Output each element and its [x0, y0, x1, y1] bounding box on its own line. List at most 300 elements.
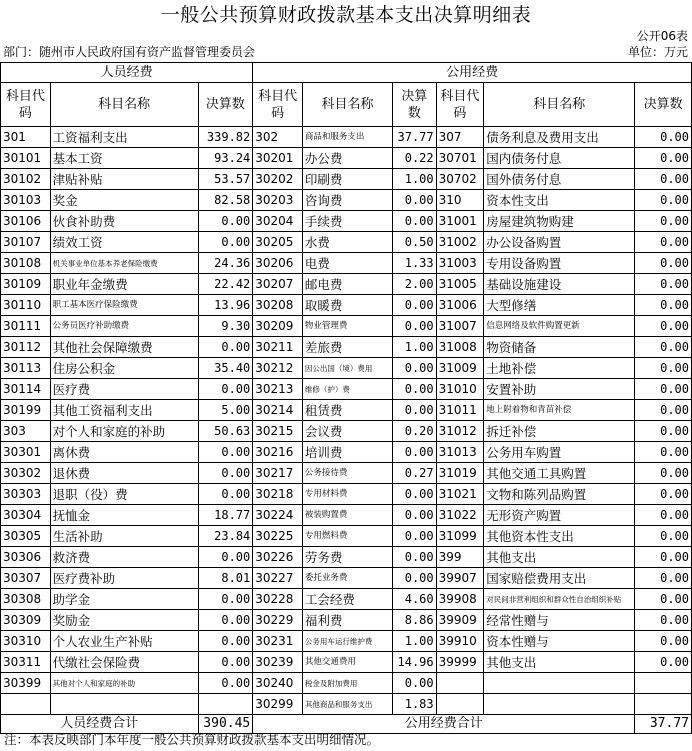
capital-name-cell: 债务利息及费用支出 [484, 127, 635, 148]
personnel-total-label: 人员经费合计 [1, 715, 199, 734]
public-code-cell: 30207 [253, 274, 303, 295]
capital-amount-cell: 0.00 [635, 568, 692, 589]
header-code: 科目代码 [253, 83, 303, 127]
capital-name-cell: 专用设备购置 [484, 253, 635, 274]
public-amount-cell: 0.22 [393, 148, 437, 169]
capital-code-cell: 31012 [436, 421, 484, 442]
public-amount-cell: 0.00 [393, 484, 437, 505]
personnel-amount-cell: 8.01 [198, 568, 253, 589]
public-amount-cell: 0.00 [393, 358, 437, 379]
personnel-name-cell: 基本工资 [50, 148, 198, 169]
public-name-cell: 商品和服务支出 [302, 127, 392, 148]
personnel-code-cell: 30309 [1, 610, 51, 631]
public-code-cell: 30212 [253, 358, 303, 379]
capital-name-cell: 地上附着物和青苗补偿 [484, 400, 635, 421]
personnel-name-cell: 住房公积金 [50, 358, 198, 379]
public-name-cell: 专用燃料费 [302, 526, 392, 547]
personnel-amount-cell: 35.40 [198, 358, 253, 379]
public-amount-cell: 0.00 [393, 190, 437, 211]
capital-name-cell: 信息网络及软件购置更新 [484, 316, 635, 337]
public-amount-cell: 1.00 [393, 337, 437, 358]
public-code-cell: 30224 [253, 505, 303, 526]
table-row [1, 547, 692, 568]
personnel-amount-cell: 53.57 [198, 169, 253, 190]
capital-name-cell: 其他支出 [484, 547, 635, 568]
public-code-cell: 30225 [253, 526, 303, 547]
public-code-cell: 30299 [253, 694, 303, 715]
public-amount-cell: 1.00 [393, 631, 437, 652]
personnel-amount-cell: 0.00 [198, 631, 253, 652]
public-name-cell: 培训费 [302, 442, 392, 463]
table-row [1, 127, 692, 148]
table-row [1, 694, 692, 715]
capital-amount-cell: 0.00 [635, 127, 692, 148]
table-row [1, 400, 692, 421]
capital-name-cell: 土地补偿 [484, 358, 635, 379]
personnel-name-cell: 助学金 [50, 589, 198, 610]
public-amount-cell: 0.20 [393, 421, 437, 442]
personnel-amount-cell: 5.00 [198, 400, 253, 421]
public-code-cell: 30239 [253, 652, 303, 673]
capital-amount-cell: 0.00 [635, 631, 692, 652]
personnel-amount-cell: 82.58 [198, 190, 253, 211]
personnel-amount-cell: 0.00 [198, 442, 253, 463]
capital-amount-cell: 0.00 [635, 442, 692, 463]
header-amount: 决算数 [635, 83, 692, 127]
capital-name-cell: 其他交通工具购置 [484, 463, 635, 484]
capital-amount-cell: 0.00 [635, 652, 692, 673]
unit-label: 单位：万元 [627, 45, 688, 59]
personnel-amount-cell [198, 694, 253, 715]
personnel-code-cell: 30311 [1, 652, 51, 673]
public-name-cell: 取暖费 [302, 295, 392, 316]
capital-amount-cell: 0.00 [635, 295, 692, 316]
table-row [1, 169, 692, 190]
footnote: 注：本表反映部门本年度一般公共预算财政拨款基本支出明细情况。 [4, 732, 380, 747]
capital-code-cell: 31008 [436, 337, 484, 358]
public-code-cell: 30209 [253, 316, 303, 337]
public-code-cell: 30204 [253, 211, 303, 232]
capital-amount-cell: 0.00 [635, 316, 692, 337]
personnel-name-cell: 机关事业单位基本养老保险缴费 [50, 253, 198, 274]
public-name-cell: 差旅费 [302, 337, 392, 358]
personnel-name-cell: 个人农业生产补贴 [50, 631, 198, 652]
personnel-code-cell: 30113 [1, 358, 51, 379]
personnel-amount-cell: 13.96 [198, 295, 253, 316]
public-name-cell: 物业管理费 [302, 316, 392, 337]
public-name-cell: 邮电费 [302, 274, 392, 295]
capital-amount-cell: 0.00 [635, 211, 692, 232]
personnel-code-cell [1, 694, 51, 715]
capital-code-cell: 31022 [436, 505, 484, 526]
capital-code-cell [436, 673, 484, 694]
personnel-code-cell: 30106 [1, 211, 51, 232]
column-header-row [1, 83, 692, 127]
personnel-code-cell: 30102 [1, 169, 51, 190]
table-row [1, 253, 692, 274]
table-row [1, 610, 692, 631]
public-name-cell: 工会经费 [302, 589, 392, 610]
personnel-name-cell: 公务员医疗补助缴费 [50, 316, 198, 337]
capital-amount-cell: 0.00 [635, 337, 692, 358]
public-name-cell: 公务用车运行维护费 [302, 631, 392, 652]
capital-code-cell: 31099 [436, 526, 484, 547]
capital-code-cell: 31002 [436, 232, 484, 253]
public-name-cell: 水费 [302, 232, 392, 253]
personnel-amount-cell: 0.00 [198, 547, 253, 568]
public-name-cell: 专用材料费 [302, 484, 392, 505]
personnel-code-cell: 30108 [1, 253, 51, 274]
personnel-amount-cell: 24.36 [198, 253, 253, 274]
capital-code-cell: 31006 [436, 295, 484, 316]
table-row [1, 379, 692, 400]
capital-name-cell: 对民间非营利组织和群众性自治组织补贴 [484, 589, 635, 610]
header-name: 科目名称 [302, 83, 392, 127]
personnel-amount-cell: 22.42 [198, 274, 253, 295]
public-code-cell: 30203 [253, 190, 303, 211]
table-row [1, 526, 692, 547]
capital-amount-cell: 0.00 [635, 589, 692, 610]
table-row [1, 274, 692, 295]
expenditure-table [0, 62, 692, 734]
personnel-name-cell: 抚恤金 [50, 505, 198, 526]
capital-code-cell: 310 [436, 190, 484, 211]
personnel-total-amount: 390.45 [198, 715, 253, 734]
capital-amount-cell: 0.00 [635, 169, 692, 190]
public-name-cell: 办公费 [302, 148, 392, 169]
personnel-code-cell: 30114 [1, 379, 51, 400]
capital-name-cell: 物资储备 [484, 337, 635, 358]
capital-code-cell: 39999 [436, 652, 484, 673]
public-amount-cell: 0.00 [393, 442, 437, 463]
capital-amount-cell: 0.00 [635, 232, 692, 253]
capital-code-cell: 30701 [436, 148, 484, 169]
personnel-code-cell: 30302 [1, 463, 51, 484]
personnel-code-cell: 30306 [1, 547, 51, 568]
public-amount-cell: 0.00 [393, 295, 437, 316]
personnel-name-cell: 对个人和家庭的补助 [50, 421, 198, 442]
capital-code-cell: 31009 [436, 358, 484, 379]
public-code-cell: 30229 [253, 610, 303, 631]
personnel-code-cell: 30110 [1, 295, 51, 316]
capital-name-cell: 安置补助 [484, 379, 635, 400]
personnel-name-cell: 离休费 [50, 442, 198, 463]
public-name-cell: 咨询费 [302, 190, 392, 211]
capital-name-cell [484, 694, 635, 715]
personnel-amount-cell: 0.00 [198, 463, 253, 484]
public-name-cell: 维修（护）费 [302, 379, 392, 400]
table-row [1, 652, 692, 673]
public-total-label: 公用经费合计 [253, 715, 635, 734]
personnel-amount-cell: 50.63 [198, 421, 253, 442]
header-amount: 决算数 [198, 83, 253, 127]
capital-code-cell: 30702 [436, 169, 484, 190]
personnel-amount-cell: 0.00 [198, 379, 253, 400]
personnel-amount-cell: 23.84 [198, 526, 253, 547]
personnel-amount-cell: 339.82 [198, 127, 253, 148]
capital-name-cell: 资本性赠与 [484, 631, 635, 652]
personnel-amount-cell: 0.00 [198, 337, 253, 358]
personnel-amount-cell: 0.00 [198, 484, 253, 505]
public-name-cell: 税金及附加费用 [302, 673, 392, 694]
report-title: 一般公共预算财政拨款基本支出决算明细表 [160, 4, 532, 26]
public-name-cell: 电费 [302, 253, 392, 274]
table-row [1, 316, 692, 337]
personnel-name-cell: 医疗费补助 [50, 568, 198, 589]
public-code-cell: 30214 [253, 400, 303, 421]
public-name-cell: 手续费 [302, 211, 392, 232]
public-amount-cell: 1.83 [393, 694, 437, 715]
capital-name-cell: 拆迁补偿 [484, 421, 635, 442]
capital-code-cell: 31011 [436, 400, 484, 421]
personnel-code-cell: 30112 [1, 337, 51, 358]
personnel-code-cell: 30199 [1, 400, 51, 421]
capital-code-cell: 31003 [436, 253, 484, 274]
capital-amount-cell: 0.00 [635, 148, 692, 169]
personnel-code-cell: 30109 [1, 274, 51, 295]
personnel-code-cell: 30111 [1, 316, 51, 337]
capital-amount-cell: 0.00 [635, 547, 692, 568]
capital-amount-cell: 0.00 [635, 274, 692, 295]
capital-name-cell: 无形资产购置 [484, 505, 635, 526]
personnel-code-cell: 30304 [1, 505, 51, 526]
table-row [1, 358, 692, 379]
public-name-cell: 因公出国（境）费用 [302, 358, 392, 379]
capital-name-cell: 其他支出 [484, 652, 635, 673]
capital-code-cell: 307 [436, 127, 484, 148]
public-code-cell: 30217 [253, 463, 303, 484]
capital-code-cell: 31005 [436, 274, 484, 295]
public-name-cell: 会议费 [302, 421, 392, 442]
public-total-amount: 37.77 [635, 715, 692, 734]
capital-code-cell: 39910 [436, 631, 484, 652]
table-row [1, 505, 692, 526]
public-code-cell: 30218 [253, 484, 303, 505]
public-name-cell: 福利费 [302, 610, 392, 631]
personnel-code-cell: 30301 [1, 442, 51, 463]
public-code-cell: 30213 [253, 379, 303, 400]
public-name-cell: 租赁费 [302, 400, 392, 421]
capital-code-cell: 39909 [436, 610, 484, 631]
form-number: 公开06表 [636, 29, 688, 43]
capital-code-cell: 31019 [436, 463, 484, 484]
public-code-cell: 302 [253, 127, 303, 148]
capital-code-cell [436, 694, 484, 715]
public-name-cell: 印刷费 [302, 169, 392, 190]
personnel-name-cell: 伙食补助费 [50, 211, 198, 232]
personnel-amount-cell: 0.00 [198, 232, 253, 253]
header-code: 科目代码 [436, 83, 484, 127]
public-code-cell: 30208 [253, 295, 303, 316]
public-amount-cell: 0.00 [393, 505, 437, 526]
personnel-code-cell: 30303 [1, 484, 51, 505]
capital-amount-cell: 0.00 [635, 379, 692, 400]
capital-name-cell: 国内债务付息 [484, 148, 635, 169]
section-public: 公用经费 [253, 63, 692, 83]
personnel-amount-cell: 0.00 [198, 610, 253, 631]
public-code-cell: 30226 [253, 547, 303, 568]
public-code-cell: 30206 [253, 253, 303, 274]
public-code-cell: 30227 [253, 568, 303, 589]
personnel-name-cell: 救济费 [50, 547, 198, 568]
table-row [1, 337, 692, 358]
personnel-name-cell: 其他工资福利支出 [50, 400, 198, 421]
capital-code-cell: 31007 [436, 316, 484, 337]
table-row [1, 232, 692, 253]
capital-name-cell: 基础设施建设 [484, 274, 635, 295]
personnel-amount-cell: 0.00 [198, 673, 253, 694]
personnel-code-cell: 30101 [1, 148, 51, 169]
personnel-name-cell: 其他对个人和家庭的补助 [50, 673, 198, 694]
section-header-row [1, 63, 692, 83]
public-amount-cell: 4.60 [393, 589, 437, 610]
personnel-code-cell: 30103 [1, 190, 51, 211]
personnel-name-cell: 职工基本医疗保险缴费 [50, 295, 198, 316]
table-row [1, 295, 692, 316]
table-row [1, 484, 692, 505]
header-amount: 决算数 [393, 83, 437, 127]
capital-amount-cell: 0.00 [635, 358, 692, 379]
public-amount-cell: 0.00 [393, 400, 437, 421]
public-code-cell: 30240 [253, 673, 303, 694]
public-amount-cell: 0.00 [393, 379, 437, 400]
capital-amount-cell: 0.00 [635, 505, 692, 526]
public-code-cell: 30205 [253, 232, 303, 253]
department-label: 部门：随州市人民政府国有资产监督管理委员会 [3, 45, 256, 59]
table-row [1, 442, 692, 463]
capital-name-cell: 国外债务付息 [484, 169, 635, 190]
capital-amount-cell: 0.00 [635, 421, 692, 442]
personnel-name-cell: 绩效工资 [50, 232, 198, 253]
capital-code-cell: 39907 [436, 568, 484, 589]
personnel-name-cell: 津贴补贴 [50, 169, 198, 190]
personnel-name-cell: 奖金 [50, 190, 198, 211]
public-amount-cell: 0.50 [393, 232, 437, 253]
public-name-cell: 其他商品和服务支出 [302, 694, 392, 715]
personnel-amount-cell: 0.00 [198, 589, 253, 610]
public-amount-cell: 0.00 [393, 673, 437, 694]
public-amount-cell: 0.00 [393, 211, 437, 232]
capital-amount-cell [635, 673, 692, 694]
public-amount-cell: 8.86 [393, 610, 437, 631]
personnel-code-cell: 30307 [1, 568, 51, 589]
personnel-amount-cell: 18.77 [198, 505, 253, 526]
public-amount-cell: 1.33 [393, 253, 437, 274]
header-name: 科目名称 [50, 83, 198, 127]
capital-amount-cell: 0.00 [635, 526, 692, 547]
header-name: 科目名称 [484, 83, 635, 127]
personnel-name-cell: 职业年金缴费 [50, 274, 198, 295]
personnel-name-cell: 医疗费 [50, 379, 198, 400]
table-row [1, 568, 692, 589]
capital-amount-cell: 0.00 [635, 484, 692, 505]
personnel-code-cell: 301 [1, 127, 51, 148]
capital-code-cell: 39908 [436, 589, 484, 610]
capital-amount-cell: 0.00 [635, 253, 692, 274]
capital-amount-cell [635, 694, 692, 715]
personnel-name-cell: 生活补助 [50, 526, 198, 547]
public-code-cell: 30202 [253, 169, 303, 190]
capital-name-cell: 资本性支出 [484, 190, 635, 211]
capital-name-cell: 其他资本性支出 [484, 526, 635, 547]
personnel-amount-cell: 0.00 [198, 211, 253, 232]
capital-code-cell: 399 [436, 547, 484, 568]
header-code: 科目代码 [1, 83, 51, 127]
personnel-code-cell: 30107 [1, 232, 51, 253]
public-code-cell: 30216 [253, 442, 303, 463]
public-code-cell: 30211 [253, 337, 303, 358]
capital-name-cell: 国家赔偿费用支出 [484, 568, 635, 589]
capital-code-cell: 31013 [436, 442, 484, 463]
capital-amount-cell: 0.00 [635, 400, 692, 421]
table-row [1, 673, 692, 694]
table-row [1, 190, 692, 211]
personnel-name-cell: 其他社会保障缴费 [50, 337, 198, 358]
capital-code-cell: 31010 [436, 379, 484, 400]
capital-name-cell: 文物和陈列品购置 [484, 484, 635, 505]
capital-code-cell: 31021 [436, 484, 484, 505]
personnel-amount-cell: 0.00 [198, 652, 253, 673]
capital-name-cell: 大型修缮 [484, 295, 635, 316]
personnel-code-cell: 30305 [1, 526, 51, 547]
table-row [1, 589, 692, 610]
table-row [1, 463, 692, 484]
public-code-cell: 30215 [253, 421, 303, 442]
public-amount-cell: 14.96 [393, 652, 437, 673]
personnel-name-cell: 代缴社会保险费 [50, 652, 198, 673]
public-name-cell: 其他交通费用 [302, 652, 392, 673]
personnel-code-cell: 30310 [1, 631, 51, 652]
public-name-cell: 公务接待费 [302, 463, 392, 484]
personnel-name-cell: 退休费 [50, 463, 198, 484]
public-amount-cell: 0.00 [393, 547, 437, 568]
capital-name-cell: 房屋建筑物购建 [484, 211, 635, 232]
public-name-cell: 委托业务费 [302, 568, 392, 589]
table-row [1, 421, 692, 442]
public-code-cell: 30201 [253, 148, 303, 169]
personnel-amount-cell: 93.24 [198, 148, 253, 169]
public-amount-cell: 0.27 [393, 463, 437, 484]
public-amount-cell: 0.00 [393, 526, 437, 547]
table-row [1, 631, 692, 652]
table-row [1, 148, 692, 169]
public-amount-cell: 1.00 [393, 169, 437, 190]
personnel-name-cell [50, 694, 198, 715]
personnel-code-cell: 30399 [1, 673, 51, 694]
capital-amount-cell: 0.00 [635, 463, 692, 484]
personnel-amount-cell: 9.30 [198, 316, 253, 337]
capital-name-cell [484, 673, 635, 694]
public-amount-cell: 37.77 [393, 127, 437, 148]
personnel-code-cell: 303 [1, 421, 51, 442]
capital-amount-cell: 0.00 [635, 610, 692, 631]
public-amount-cell: 0.00 [393, 316, 437, 337]
section-personnel: 人员经费 [1, 63, 253, 83]
personnel-code-cell: 30308 [1, 589, 51, 610]
public-amount-cell: 2.00 [393, 274, 437, 295]
public-name-cell: 被装购置费 [302, 505, 392, 526]
personnel-name-cell: 退职（役）费 [50, 484, 198, 505]
personnel-name-cell: 工资福利支出 [50, 127, 198, 148]
capital-code-cell: 31001 [436, 211, 484, 232]
personnel-name-cell: 奖励金 [50, 610, 198, 631]
capital-name-cell: 经常性赠与 [484, 610, 635, 631]
table-row [1, 211, 692, 232]
capital-name-cell: 公务用车购置 [484, 442, 635, 463]
public-name-cell: 劳务费 [302, 547, 392, 568]
public-amount-cell: 0.00 [393, 568, 437, 589]
capital-amount-cell: 0.00 [635, 190, 692, 211]
